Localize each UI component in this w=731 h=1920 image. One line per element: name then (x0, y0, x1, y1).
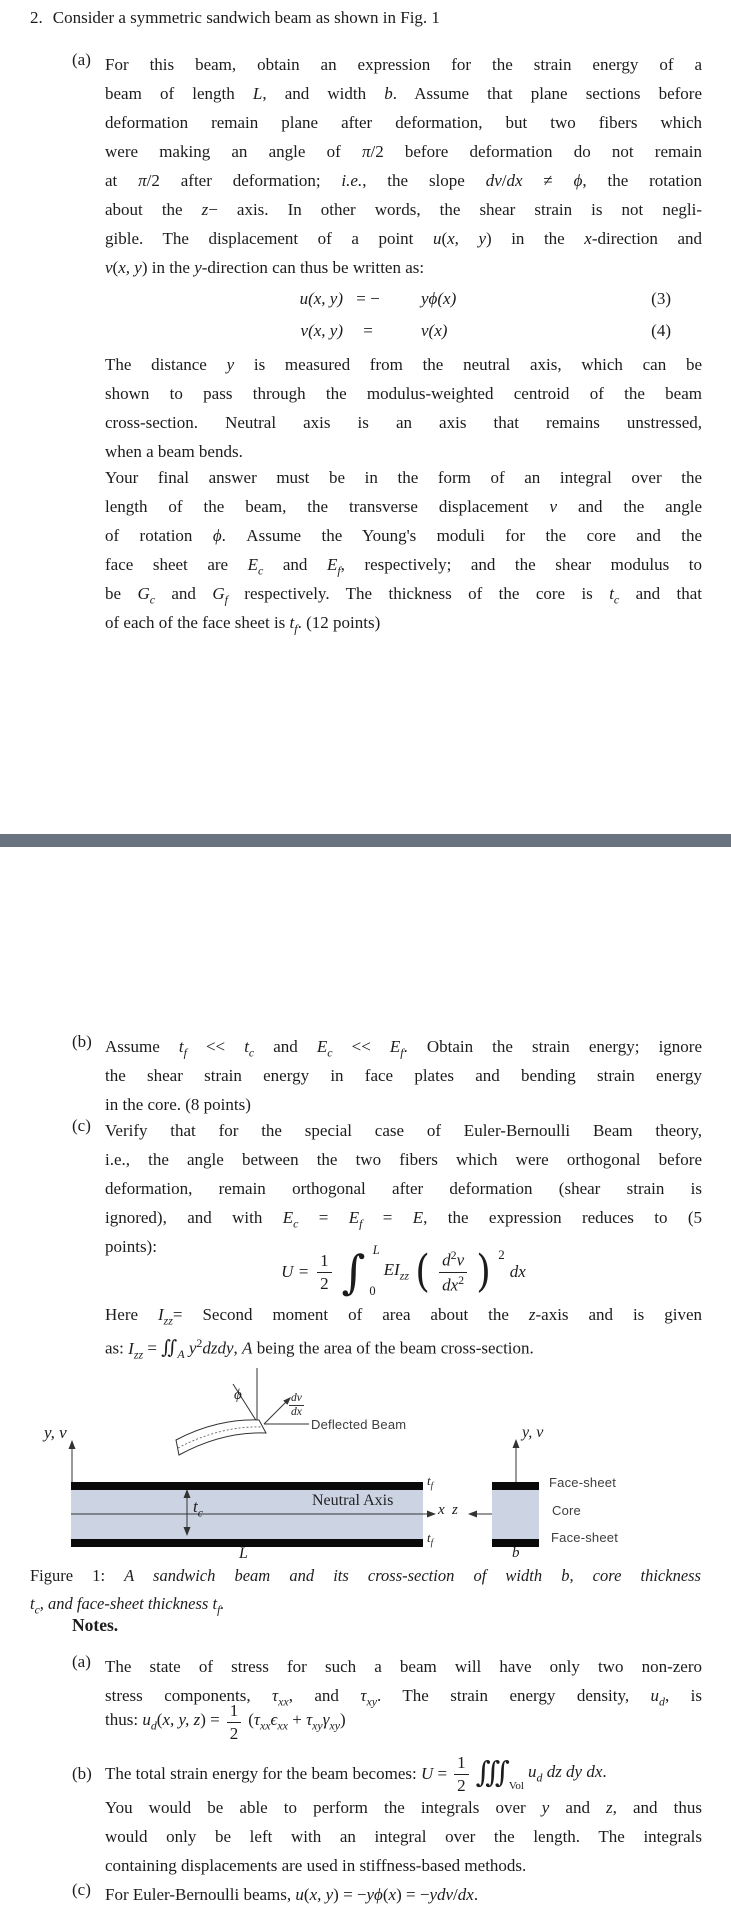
text-line: were making an angle of π/2 before deformation do not remain (105, 142, 702, 161)
text-line: at π/2 after deformation; i.e., the slope dv/dx ≠ ϕ, the rotation (105, 171, 702, 190)
face-thickness-label-bottom: $t_f$ (427, 1530, 434, 1548)
note-b-paragraph (105, 1793, 702, 1880)
triple-integral-symbol: $∭_{Vol}$ (475, 1755, 524, 1792)
text-line: v(x, y) in the y-direction can thus be written as: (105, 258, 425, 277)
problem-heading (30, 8, 440, 28)
notes-title: Notes. (72, 1615, 119, 1635)
text-line: The state of stress for such a beam will have only two non-zero (105, 1657, 702, 1676)
eq-suffix: $u_d$ dz dy dx. (527, 1762, 607, 1785)
text-line: Verify that for the special case of Euler-Bernoulli Beam theory, (105, 1121, 702, 1140)
text-line: Your final answer must be in the form of an integral over the (105, 468, 702, 487)
part-a-paragraph-1 (105, 50, 702, 282)
eq4-relation: = (363, 321, 373, 340)
text-line: the shear strain energy in face plates and bending strain energy (105, 1066, 702, 1085)
eq3-relation: = − (356, 289, 380, 308)
integral-symbol: ∫ L 0 (341, 1243, 380, 1299)
face-thickness-label-top: $t_f$ (427, 1473, 434, 1491)
note-c-paragraph (105, 1880, 702, 1909)
text-line: would only be left with an integral over the length. The integrals (105, 1827, 702, 1846)
z-axis-label: z (452, 1502, 458, 1518)
eq3-lhs: u(x, y) (299, 289, 343, 308)
one-half-fraction: $\frac{1}{2}$ (227, 1701, 242, 1743)
eq-prefix: The total strain energy for the beam becomes: U = (105, 1764, 448, 1783)
text-line: deformation remain plane after deformation, but two fibers which (105, 113, 702, 132)
note-b-label: (b) (72, 1764, 92, 1783)
face-sheet-label-bottom: Face-sheet (551, 1530, 619, 1545)
squared-exponent: 2 (498, 1247, 505, 1262)
eq-prefix: thus: $u_d(x$, y, z) = (105, 1710, 220, 1733)
part-c-paragraph (105, 1116, 702, 1261)
beam-figure-svg (0, 1368, 731, 1568)
text-line: length of the beam, the transverse displacement v and the angle (105, 497, 702, 516)
eq4-lhs: v(x, y) (300, 321, 343, 340)
text-line: about the z− axis. In other words, the shear strain is not negli- (105, 200, 702, 219)
note-a-label: (a) (72, 1652, 91, 1671)
slope-dvdx-label: dv dx (291, 1392, 302, 1418)
text-line: points): (105, 1237, 157, 1256)
y-axis-label-left: y, v (44, 1423, 67, 1442)
text-line: as: $I_{zz}$ = $∬_A$ $y^2dzdy$, A being the area of the beam cross-section. (105, 1336, 534, 1362)
one-half-fraction: $\frac{1}{2}$ (317, 1251, 332, 1293)
text-line: ignored), and with $E_c = E_f = E$, the expression reduces to (5 (105, 1208, 702, 1231)
text-line: deformation, remain orthogonal after deformation (shear strain is (105, 1179, 702, 1198)
text-line: For Euler-Bernoulli beams, u(x, y) = −yϕ(x) = −ydv/dx. (105, 1885, 479, 1904)
eq4-number: (4) (651, 321, 671, 340)
eq3-number: (3) (651, 289, 671, 308)
text-line: face sheet are $E_c$ and $E_f$, respectively; and the shear modulus to (105, 555, 702, 578)
y-axis-label-right: y, v (522, 1424, 544, 1441)
part-a-paragraph-3 (105, 463, 702, 637)
curvature-fraction: $\frac{d^2v}{dx^2}$ (439, 1249, 467, 1294)
caption-line: $t_c$, and face-sheet thickness $t_f$. (30, 1594, 225, 1617)
text-line: gible. The displacement of a point u(x, y) in the x-direction and (105, 229, 702, 248)
text-line: be $G_c$ and $G_f$ respectively. The thickness of the core is $t_c$ and that (105, 584, 703, 607)
part-c-label: (c) (72, 1116, 91, 1135)
text-line: of rotation ϕ. Assume the Young's moduli for the core and the (105, 526, 702, 545)
neutral-axis-label: Neutral Axis (312, 1492, 394, 1509)
page-break-divider (0, 834, 731, 847)
text-line: containing displacements are used in stiffness-based methods. (105, 1856, 527, 1875)
text-line: cross-section. Neutral axis is an axis that remains unstressed, (105, 413, 702, 432)
part-a-paragraph-2 (105, 350, 702, 466)
eq-suffix: $(\tau_{xx}\epsilon_{xx} + \tau_{xy}\gamma_{xy})$ (248, 1710, 346, 1733)
note-b-equation (105, 1753, 715, 1795)
eq3-rhs: yϕ(x) (421, 289, 457, 308)
deflected-beam-label: Deflected Beam (311, 1417, 407, 1432)
open-paren: ( (415, 1246, 430, 1297)
part-b-paragraph (105, 1032, 702, 1119)
core-thickness-label: $t_c$ (193, 1497, 204, 1520)
text-line: You would be able to perform the integrals over y and z, and thus (105, 1798, 702, 1817)
one-half-fraction: $\frac{1}{2}$ (454, 1753, 469, 1795)
beam-length-label: L (239, 1545, 248, 1562)
x-axis-label: x (438, 1502, 445, 1518)
figure-1 (0, 1368, 731, 1568)
text-line: beam of length L, and width b. Assume that plane sections before (105, 84, 703, 103)
text-line: For this beam, obtain an expression for the strain energy of a (105, 55, 702, 74)
close-paren: ) (476, 1246, 492, 1297)
text-line: of each of the face sheet is $t_f$. (12 points) (105, 613, 381, 636)
figure-caption (30, 1562, 701, 1618)
equation-3 (105, 283, 702, 315)
problem-title: Consider a symmetric sandwich beam as shown in Fig. 1 (52, 8, 440, 27)
text-line: Here $I_{zz}=$ Second moment of area about the z-axis and is given (105, 1305, 703, 1328)
phi-angle-label: ϕ (234, 1387, 242, 1403)
core-label: Core (552, 1503, 581, 1518)
eq-lead: U = (281, 1262, 310, 1281)
beam-width-label: b (512, 1545, 520, 1561)
face-sheet-label-top: Face-sheet (549, 1475, 617, 1490)
part-b-label: (b) (72, 1032, 92, 1051)
text-line: Assume $t_f << t_c$ and $E_c << E_f$. Obtain the strain energy; ignore (105, 1037, 702, 1060)
text-line: The distance y is measured from the neutral axis, which can be (105, 355, 702, 374)
part-a-label: (a) (72, 50, 91, 69)
differential: dx (509, 1262, 526, 1281)
caption-line: Figure 1: A sandwich beam and its cross-section of width b, core thickness (30, 1566, 701, 1585)
note-c-label: (c) (72, 1880, 91, 1899)
equation-4 (105, 315, 702, 347)
displacement-equations (105, 283, 702, 347)
text-line: when a beam bends. (105, 442, 243, 461)
problem-number: 2. (30, 8, 43, 27)
strain-energy-equation (105, 1244, 731, 1300)
part-c-after (105, 1300, 703, 1362)
eq4-rhs: v(x) (421, 321, 448, 340)
integrand: $EI_{zz}$ (383, 1260, 409, 1283)
note-a-equation (105, 1698, 715, 1746)
text-line: in the core. (8 points) (105, 1095, 251, 1114)
text-line: i.e., the angle between the two fibers which were orthogonal before (105, 1150, 702, 1169)
text-line: stress components, $\tau_{xx}$, and $\tau_{xy}$. The strain energy density, $u_d$, is (105, 1686, 703, 1709)
text-line: shown to pass through the modulus-weighted centroid of the beam (105, 384, 702, 403)
